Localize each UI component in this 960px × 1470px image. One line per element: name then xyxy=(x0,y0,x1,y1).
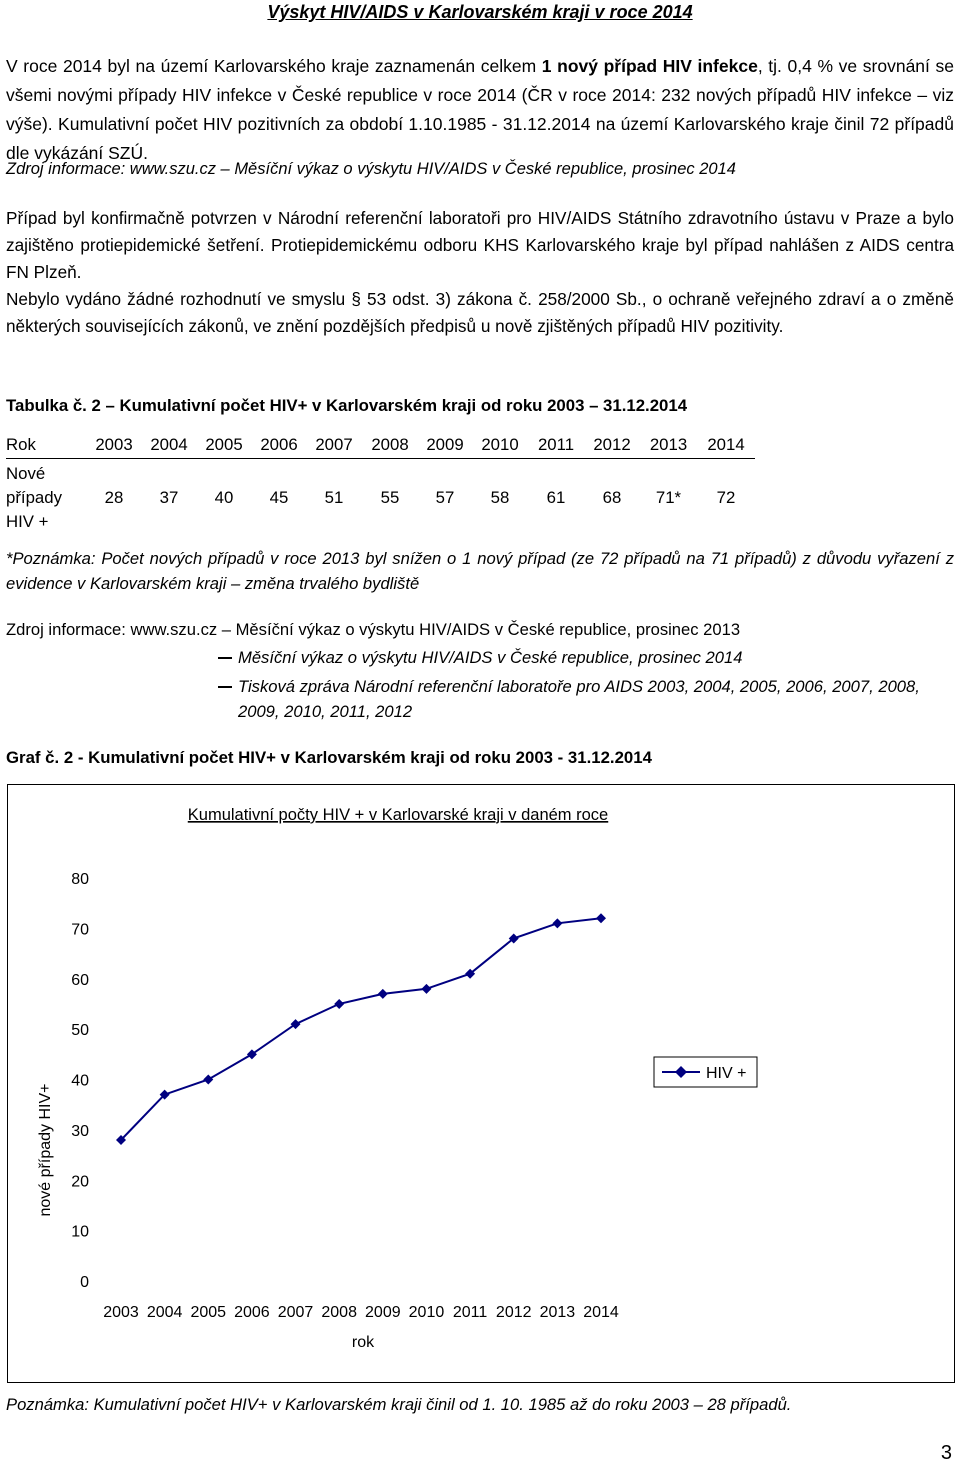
table-cell-cases: 58 xyxy=(490,488,510,507)
legend xyxy=(654,1057,757,1087)
cases-table xyxy=(6,432,755,537)
table-caption: Tabulka č. 2 – Kumulativní počet HIV+ v Karlovarském kraji od roku 2003 – 31.12.2014 xyxy=(6,396,688,415)
y-tick-label: 0 xyxy=(80,1274,89,1291)
data-point-marker xyxy=(334,999,344,1009)
intro-text-2: , tj. 0,4 % ve srovnání se všemi novými případy HIV infekce v České republice v roce 2014 (ČR v roce 2014: 232 nových případů HIV infekce – viz výše). Kumulativní počet HIV pozitivních za období 1.10.1985 - 31.12.2014 na území Karlovarského kraje činil 72 případů dle vykázání SZÚ. xyxy=(6,56,955,163)
y-tick-label: 50 xyxy=(71,1022,89,1040)
table-cell-cases: 68 xyxy=(602,488,622,507)
x-tick-label: 2005 xyxy=(190,1304,227,1321)
table-row-years xyxy=(6,432,755,459)
sources-line: Zdroj informace: www.szu.cz – Měsíční výkaz o výskytu HIV/AIDS v České republice, prosinec 2013 xyxy=(6,620,741,639)
table-cell-year: 2005 xyxy=(196,432,252,459)
y-tick-label: 60 xyxy=(71,971,89,989)
dash-bullet xyxy=(218,686,232,688)
dash-bullet xyxy=(218,657,232,659)
y-tick-label: 80 xyxy=(71,871,89,888)
table-cell-cases: 37 xyxy=(159,488,179,507)
line-chart xyxy=(8,785,954,1382)
data-point-marker xyxy=(203,1075,213,1085)
table-cell-year: 2004 xyxy=(142,432,196,459)
intro-text-1: V roce 2014 byl na území Karlovarského kraje zaznamenán celkem xyxy=(6,56,542,76)
x-tick-label: 2013 xyxy=(539,1304,576,1321)
table-cell-year: 2012 xyxy=(584,432,640,459)
source-item-2-text: Tisková zpráva Národní referenční laboratoře pro AIDS 2003, 2004, 2005, 2006, 2007, 2008, 2009, 2010, 2011, 2012 xyxy=(238,677,920,721)
y-axis-label: nové případy HIV+ xyxy=(37,1083,54,1217)
x-tick-label: 2004 xyxy=(146,1304,183,1321)
source-item-2 xyxy=(238,674,948,724)
table-note: *Poznámka: Počet nových případů v roce 2013 byl snížen o 1 nový případ (ze 72 případů na 71 případů) z důvodu vyřazení z evidence v Karlovarském kraji – změna trvalého bydliště xyxy=(6,549,954,593)
data-point-marker xyxy=(596,913,606,923)
source-item-1-text: Měsíční výkaz o výskytu HIV/AIDS v České republice, prosinec 2014 xyxy=(238,648,743,667)
body-text xyxy=(6,205,954,340)
table-cell-year: 2007 xyxy=(306,432,362,459)
table-cell-cases: 45 xyxy=(269,488,289,507)
y-tick-label: 40 xyxy=(71,1072,89,1090)
chart-title: Kumulativní počty HIV + v Karlovarské kraji v daném roce xyxy=(187,806,609,824)
x-tick-label: 2006 xyxy=(234,1304,270,1321)
x-tick-label: 2012 xyxy=(495,1304,532,1321)
table-cell-cases: 55 xyxy=(380,488,400,507)
table-cell-year: 2008 xyxy=(362,432,418,459)
table-cell-cases: 28 xyxy=(104,488,124,507)
row-label-cases: Nové případy HIV + xyxy=(6,464,62,531)
row-label-year: Rok xyxy=(6,432,86,459)
series-line-hiv xyxy=(121,918,601,1140)
table-cell-year: 2013 xyxy=(640,432,697,459)
table-cell-cases: 57 xyxy=(435,488,455,507)
table-cell-year: 2014 xyxy=(697,432,755,459)
y-tick-label: 70 xyxy=(71,921,89,939)
table-cell-year: 2010 xyxy=(472,432,528,459)
data-point-marker xyxy=(421,984,431,994)
table-cell-year: 2006 xyxy=(252,432,306,459)
source-item-1 xyxy=(238,645,742,670)
table-cell-year: 2009 xyxy=(418,432,472,459)
table-cell-cases: 40 xyxy=(214,488,234,507)
x-axis-label: rok xyxy=(351,1334,375,1351)
x-tick-label: 2010 xyxy=(408,1304,445,1321)
table-cell-year: 2003 xyxy=(86,432,142,459)
intro-bold: 1 nový případ HIV infekce xyxy=(541,56,758,76)
graph-caption: Graf č. 2 - Kumulativní počet HIV+ v Karlovarském kraji od roku 2003 - 31.12.2014 xyxy=(6,748,652,767)
body-paragraph-1: Případ byl konfirmačně potvrzen v Národní referenční laboratoři pro HIV/AIDS Státního zdravotního ústavu v Praze a bylo zajištěno protiepidemické šetření. Protiepidemickému odboru KHS Karlovarského kraje byl případ nahlášen z AIDS centra FN Plzeň. xyxy=(6,208,954,282)
data-point-marker xyxy=(552,918,562,928)
x-tick-label: 2011 xyxy=(452,1304,488,1321)
x-tick-label: 2009 xyxy=(365,1304,401,1321)
table-cell-year: 2011 xyxy=(528,432,584,459)
legend-marker xyxy=(675,1066,687,1078)
x-tick-label: 2014 xyxy=(583,1304,619,1321)
table-cell-cases: 61 xyxy=(546,488,566,507)
page-title: Výskyt HIV/AIDS v Karlovarském kraji v roce 2014 xyxy=(267,2,693,22)
body-paragraph-2: Nebylo vydáno žádné rozhodnutí ve smyslu § 53 odst. 3) zákona č. 258/2000 Sb., o ochraně veřejného zdraví a o změně některých souvisejících zákonů, ve znění pozdějších předpisů u nově zjištěných případů HIV pozitivity. xyxy=(6,289,954,336)
y-tick-label: 30 xyxy=(71,1122,89,1140)
legend-label: HIV + xyxy=(706,1065,747,1082)
data-point-marker xyxy=(378,989,388,999)
page-number: 3 xyxy=(940,1442,952,1464)
bottom-note: Poznámka: Kumulativní počet HIV+ v Karlovarském kraji činil od 1. 10. 1985 až do roku 2003 – 28 případů. xyxy=(6,1395,792,1414)
table-cell-cases: 72 xyxy=(716,488,736,507)
table-cell-cases: 71* xyxy=(655,488,682,507)
y-tick-label: 10 xyxy=(71,1223,89,1241)
table-cell-cases: 51 xyxy=(324,488,344,507)
x-tick-label: 2008 xyxy=(321,1304,357,1321)
intro-source: Zdroj informace: www.szu.cz – Měsíční výkaz o výskytu HIV/AIDS v České republice, prosinec 2014 xyxy=(6,160,736,178)
y-tick-label: 20 xyxy=(71,1173,89,1191)
table-row-cases xyxy=(6,459,755,538)
x-tick-label: 2003 xyxy=(103,1304,139,1321)
chart-frame xyxy=(7,784,955,1383)
intro-paragraph xyxy=(6,52,954,168)
x-tick-label: 2007 xyxy=(277,1304,314,1321)
